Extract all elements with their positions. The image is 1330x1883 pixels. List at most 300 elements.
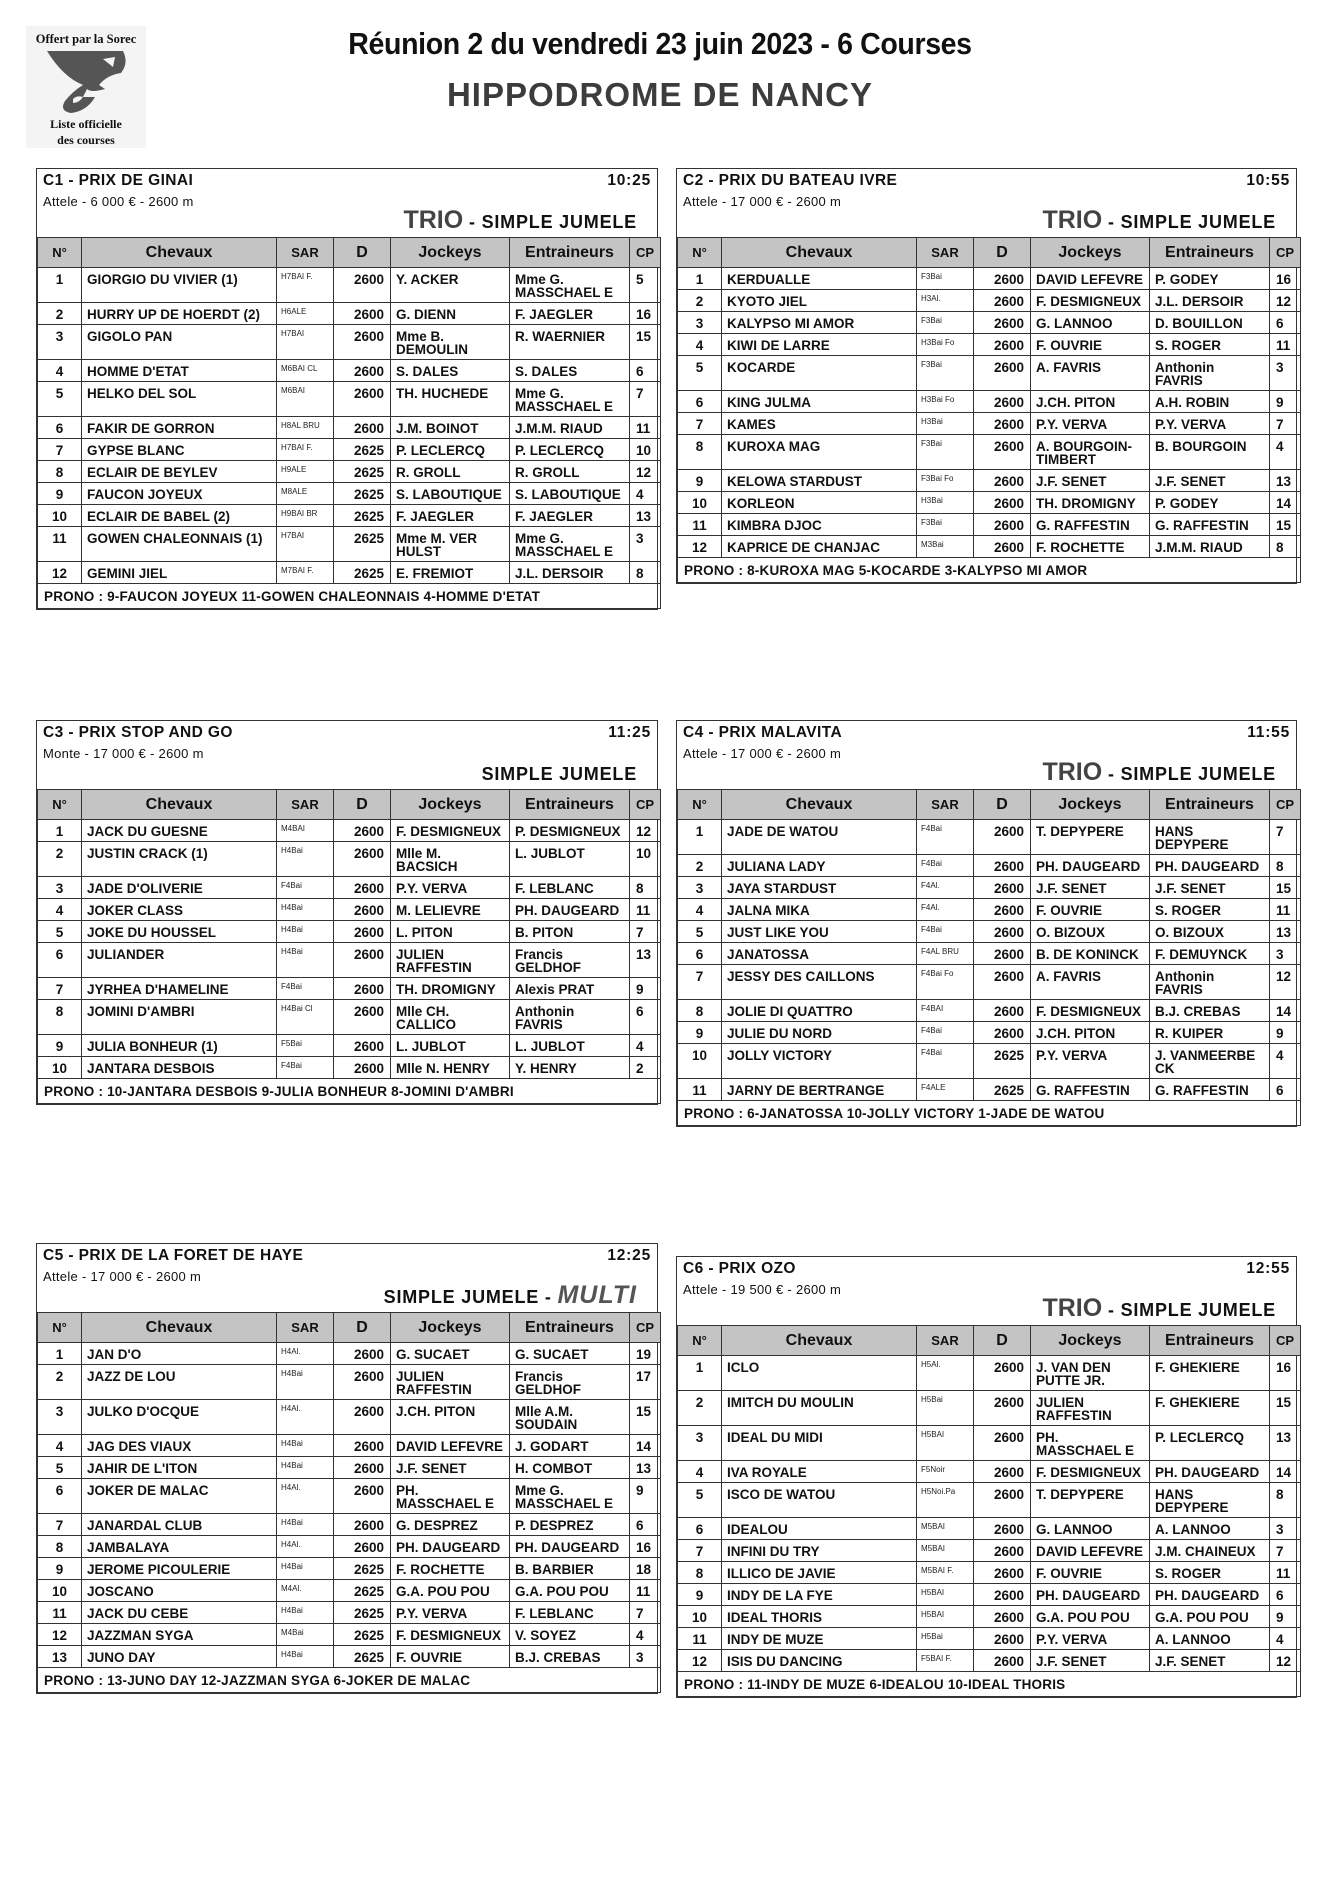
runner-horse: HURRY UP DE HOERDT (2) xyxy=(82,303,277,325)
runner-horse: KALYPSO MI AMOR xyxy=(722,312,917,334)
runner-sar: F3Bai xyxy=(917,435,974,470)
runner-number: 3 xyxy=(38,877,82,899)
race-card-c6 xyxy=(676,1256,1297,1698)
runner-sar: H4Bai xyxy=(277,842,334,877)
runner-horse: JALNA MIKA xyxy=(722,899,917,921)
runner-number: 11 xyxy=(678,1079,722,1101)
runner-distance: 2600 xyxy=(334,382,391,417)
runner-sar: H7BAI F. xyxy=(277,268,334,303)
runner-jockey: F. OUVRIE xyxy=(1031,1562,1150,1584)
runner-distance: 2600 xyxy=(334,325,391,360)
runner-jockey: L. PITON xyxy=(391,921,510,943)
race-card-c5 xyxy=(36,1243,658,1694)
runner-horse: HOMME D'ETAT xyxy=(82,360,277,382)
runner-number: 7 xyxy=(678,1540,722,1562)
runner-trainer: J.F. SENET xyxy=(1150,470,1270,492)
runner-sar: H4Bai xyxy=(277,1365,334,1400)
runner-trainer: B. PITON xyxy=(510,921,630,943)
table-row xyxy=(678,877,1301,899)
runner-distance: 2600 xyxy=(334,820,391,842)
runner-jockey: DAVID LEFEVRE xyxy=(391,1435,510,1457)
runner-trainer: J.L. DERSOIR xyxy=(1150,290,1270,312)
runner-distance: 2600 xyxy=(334,1479,391,1514)
runner-cp: 4 xyxy=(630,1624,661,1646)
runner-number: 9 xyxy=(38,483,82,505)
runner-trainer: B. BARBIER xyxy=(510,1558,630,1580)
runner-jockey: A. FAVRIS xyxy=(1031,356,1150,391)
runner-sar: H3Bai xyxy=(917,413,974,435)
runner-cp: 6 xyxy=(630,360,661,382)
race-header xyxy=(37,169,657,237)
runners-body xyxy=(678,1356,1301,1672)
race-bet-types xyxy=(1042,206,1276,235)
race-name: C1 - PRIX DE GINAI xyxy=(43,172,194,189)
runner-sar: H4Bai xyxy=(277,921,334,943)
table-row xyxy=(678,1426,1301,1461)
runner-number: 5 xyxy=(678,1483,722,1518)
runner-horse: JULIANA LADY xyxy=(722,855,917,877)
runner-horse: JAZZMAN SYGA xyxy=(82,1624,277,1646)
runner-sar: H9BAI BR xyxy=(277,505,334,527)
runner-horse: JAHIR DE L'ITON xyxy=(82,1457,277,1479)
runner-trainer: F. LEBLANC xyxy=(510,877,630,899)
horse-head-logo-icon xyxy=(43,49,129,115)
runner-jockey: Mme B. DEMOULIN xyxy=(391,325,510,360)
runner-distance: 2600 xyxy=(974,855,1031,877)
runner-jockey: J.CH. PITON xyxy=(1031,391,1150,413)
prono: PRONO : 13-JUNO DAY 12-JAZZMAN SYGA 6-JOKER DE MALAC xyxy=(38,1668,661,1693)
runner-trainer: S. DALES xyxy=(510,360,630,382)
runner-distance: 2625 xyxy=(974,1079,1031,1101)
runners-table xyxy=(677,789,1301,1126)
race-conditions: Attele - 17 000 € - 2600 m xyxy=(43,1269,202,1284)
runner-jockey: J.F. SENET xyxy=(391,1457,510,1479)
runner-number: 3 xyxy=(678,1426,722,1461)
runner-horse: GIGOLO PAN xyxy=(82,325,277,360)
table-row xyxy=(38,899,661,921)
runner-jockey: Mlle M. BACSICH xyxy=(391,842,510,877)
runners-body xyxy=(38,1343,661,1668)
runner-jockey: P.Y. VERVA xyxy=(1031,1628,1150,1650)
prono: PRONO : 9-FAUCON JOYEUX 11-GOWEN CHALEONNAIS 4-HOMME D'ETAT xyxy=(38,584,661,609)
runner-horse: JARNY DE BERTRANGE xyxy=(722,1079,917,1101)
runner-jockey: J.M. BOINOT xyxy=(391,417,510,439)
runner-trainer: A. LANNOO xyxy=(1150,1628,1270,1650)
runner-jockey: L. JUBLOT xyxy=(391,1035,510,1057)
table-row xyxy=(38,303,661,325)
col-header-num: N° xyxy=(678,1326,722,1356)
runner-number: 6 xyxy=(678,1518,722,1540)
runner-distance: 2600 xyxy=(334,1514,391,1536)
col-header-dist: D xyxy=(334,238,391,268)
runner-trainer: D. BOUILLON xyxy=(1150,312,1270,334)
runner-number: 8 xyxy=(38,1000,82,1035)
runner-distance: 2600 xyxy=(334,899,391,921)
runner-number: 3 xyxy=(678,312,722,334)
runner-distance: 2625 xyxy=(334,1602,391,1624)
meeting-title: Réunion 2 du vendredi 23 juin 2023 - 6 Courses xyxy=(348,26,972,61)
col-header-trainer: Entraineurs xyxy=(1150,238,1270,268)
table-row xyxy=(678,1606,1301,1628)
runner-number: 8 xyxy=(38,461,82,483)
runner-distance: 2600 xyxy=(974,965,1031,1000)
runner-trainer: G. SUCAET xyxy=(510,1343,630,1365)
runner-sar: H4Bai xyxy=(277,1646,334,1668)
runner-number: 2 xyxy=(38,842,82,877)
runner-number: 10 xyxy=(38,1057,82,1079)
table-row xyxy=(38,1536,661,1558)
runner-number: 4 xyxy=(678,1461,722,1483)
runner-cp: 3 xyxy=(1270,943,1301,965)
runner-sar: M3Bai xyxy=(917,536,974,558)
table-header-row xyxy=(38,790,661,820)
col-header-cp: CP xyxy=(630,238,661,268)
col-header-dist: D xyxy=(974,790,1031,820)
runner-number: 11 xyxy=(38,527,82,562)
runner-sar: H6ALE xyxy=(277,303,334,325)
runners-table xyxy=(677,237,1301,583)
runner-number: 8 xyxy=(678,1000,722,1022)
race-name: C2 - PRIX DU BATEAU IVRE xyxy=(683,172,898,189)
runner-distance: 2625 xyxy=(334,1646,391,1668)
bet-simple-jumele: - SIMPLE JUMELE xyxy=(1102,764,1276,784)
runner-distance: 2600 xyxy=(334,360,391,382)
runner-horse: JULIA BONHEUR (1) xyxy=(82,1035,277,1057)
runner-jockey: PH. DAUGEARD xyxy=(1031,855,1150,877)
runner-distance: 2600 xyxy=(974,1540,1031,1562)
runner-distance: 2625 xyxy=(334,439,391,461)
runner-number: 7 xyxy=(38,1514,82,1536)
runner-horse: JULIE DU NORD xyxy=(722,1022,917,1044)
runner-trainer: P. GODEY xyxy=(1150,268,1270,290)
runner-cp: 4 xyxy=(630,1035,661,1057)
runner-trainer: Anthonin FAVRIS xyxy=(1150,356,1270,391)
col-header-sar: SAR xyxy=(277,790,334,820)
runner-jockey: Mme M. VER HULST xyxy=(391,527,510,562)
race-time: 10:25 xyxy=(607,172,651,189)
runner-cp: 11 xyxy=(1270,899,1301,921)
runner-distance: 2600 xyxy=(974,312,1031,334)
table-row xyxy=(38,1057,661,1079)
runner-trainer: V. SOYEZ xyxy=(510,1624,630,1646)
runner-jockey: F. DESMIGNEUX xyxy=(391,1624,510,1646)
runner-jockey: A. BOURGOIN-TIMBERT xyxy=(1031,435,1150,470)
runner-sar: H4Bai xyxy=(277,1602,334,1624)
runner-horse: JAG DES VIAUX xyxy=(82,1435,277,1457)
col-header-cp: CP xyxy=(630,790,661,820)
runner-number: 4 xyxy=(678,899,722,921)
table-row xyxy=(38,943,661,978)
runner-horse: KORLEON xyxy=(722,492,917,514)
runner-number: 5 xyxy=(38,921,82,943)
race-conditions: Monte - 17 000 € - 2600 m xyxy=(43,746,204,761)
runner-cp: 13 xyxy=(630,505,661,527)
runner-horse: ILLICO DE JAVIE xyxy=(722,1562,917,1584)
race-header xyxy=(677,721,1296,789)
runner-distance: 2600 xyxy=(974,1000,1031,1022)
runner-horse: FAKIR DE GORRON xyxy=(82,417,277,439)
runner-trainer: B.J. CREBAS xyxy=(1150,1000,1270,1022)
runner-jockey: J. VAN DEN PUTTE JR. xyxy=(1031,1356,1150,1391)
runner-horse: JOKER DE MALAC xyxy=(82,1479,277,1514)
col-header-jockey: Jockeys xyxy=(1031,790,1150,820)
runner-number: 4 xyxy=(38,899,82,921)
runner-horse: GYPSE BLANC xyxy=(82,439,277,461)
col-header-sar: SAR xyxy=(917,238,974,268)
runner-jockey: TH. DROMIGNY xyxy=(1031,492,1150,514)
runner-horse: JULKO D'OCQUE xyxy=(82,1400,277,1435)
runner-distance: 2625 xyxy=(334,505,391,527)
runner-cp: 16 xyxy=(1270,1356,1301,1391)
runner-cp: 19 xyxy=(630,1343,661,1365)
runner-jockey: G. DIENN xyxy=(391,303,510,325)
runner-distance: 2600 xyxy=(334,1536,391,1558)
runner-horse: KELOWA STARDUST xyxy=(722,470,917,492)
runner-jockey: PH. DAUGEARD xyxy=(391,1536,510,1558)
table-row xyxy=(38,360,661,382)
runner-horse: KERDUALLE xyxy=(722,268,917,290)
table-row xyxy=(38,562,661,584)
runner-trainer: A. LANNOO xyxy=(1150,1518,1270,1540)
runner-cp: 18 xyxy=(630,1558,661,1580)
table-row xyxy=(38,1558,661,1580)
runner-cp: 13 xyxy=(630,1457,661,1479)
runner-trainer: O. BIZOUX xyxy=(1150,921,1270,943)
runners-body xyxy=(678,268,1301,558)
runner-jockey: JULIEN RAFFESTIN xyxy=(1031,1391,1150,1426)
runner-jockey: P.Y. VERVA xyxy=(1031,413,1150,435)
venue-title: HIPPODROME DE NANCY xyxy=(446,76,874,113)
col-header-sar: SAR xyxy=(277,238,334,268)
runner-sar: H4Al. xyxy=(277,1343,334,1365)
runner-distance: 2625 xyxy=(334,1580,391,1602)
table-row xyxy=(38,978,661,1000)
runner-number: 4 xyxy=(38,360,82,382)
table-row xyxy=(678,1022,1301,1044)
runner-trainer: HANS DEPYPERE xyxy=(1150,820,1270,855)
table-header-row xyxy=(678,790,1301,820)
table-row xyxy=(38,842,661,877)
table-row xyxy=(678,943,1301,965)
runner-distance: 2600 xyxy=(334,1457,391,1479)
runner-sar: H5Bai xyxy=(917,1391,974,1426)
runner-cp: 9 xyxy=(1270,391,1301,413)
runner-sar: H5Bai xyxy=(917,1628,974,1650)
runner-cp: 9 xyxy=(1270,1606,1301,1628)
runner-trainer: Alexis PRAT xyxy=(510,978,630,1000)
runner-distance: 2600 xyxy=(974,877,1031,899)
runner-number: 1 xyxy=(678,268,722,290)
runner-trainer: PH. DAUGEARD xyxy=(510,899,630,921)
runner-cp: 16 xyxy=(630,303,661,325)
runner-number: 6 xyxy=(38,943,82,978)
runner-trainer: S. LABOUTIQUE xyxy=(510,483,630,505)
runner-horse: GOWEN CHALEONNAIS (1) xyxy=(82,527,277,562)
runner-cp: 7 xyxy=(630,1602,661,1624)
table-row xyxy=(38,1514,661,1536)
logo-top-text: Offert par la Sorec xyxy=(35,32,137,46)
table-row xyxy=(38,877,661,899)
runner-trainer: J.M.M. RIAUD xyxy=(510,417,630,439)
runner-sar: H3Al. xyxy=(917,290,974,312)
runner-distance: 2625 xyxy=(334,1558,391,1580)
runner-trainer: H. COMBOT xyxy=(510,1457,630,1479)
runner-sar: F4Bai xyxy=(917,921,974,943)
runner-sar: F4Al. xyxy=(917,899,974,921)
table-row xyxy=(38,325,661,360)
runner-jockey: A. FAVRIS xyxy=(1031,965,1150,1000)
runner-cp: 3 xyxy=(1270,1518,1301,1540)
col-header-trainer: Entraineurs xyxy=(510,238,630,268)
runner-cp: 12 xyxy=(1270,965,1301,1000)
runner-sar: F4Al. xyxy=(917,877,974,899)
table-row xyxy=(38,1035,661,1057)
runner-sar: M8ALE xyxy=(277,483,334,505)
runner-jockey: G.A. POU POU xyxy=(391,1580,510,1602)
runner-trainer: F. JAEGLER xyxy=(510,505,630,527)
runner-trainer: Mme G. MASSCHAEL E xyxy=(510,382,630,417)
runner-horse: JOLIE DI QUATTRO xyxy=(722,1000,917,1022)
runner-sar: M4BAI xyxy=(277,820,334,842)
table-row xyxy=(678,492,1301,514)
runner-distance: 2600 xyxy=(974,1518,1031,1540)
runner-sar: F5BAI F. xyxy=(917,1650,974,1672)
runner-cp: 7 xyxy=(1270,413,1301,435)
runner-number: 10 xyxy=(678,492,722,514)
runner-horse: JACK DU GUESNE xyxy=(82,820,277,842)
runner-cp: 12 xyxy=(630,820,661,842)
runner-sar: H4Bai xyxy=(277,1435,334,1457)
runner-jockey: M. LELIEVRE xyxy=(391,899,510,921)
table-header-row xyxy=(38,238,661,268)
col-header-cp: CP xyxy=(1270,790,1301,820)
race-time: 11:55 xyxy=(1247,724,1290,741)
runner-distance: 2600 xyxy=(974,943,1031,965)
runner-number: 7 xyxy=(38,978,82,1000)
runner-cp: 6 xyxy=(630,1000,661,1035)
table-row xyxy=(678,1584,1301,1606)
runner-jockey: R. GROLL xyxy=(391,461,510,483)
bet-trio: TRIO xyxy=(1042,206,1103,234)
table-row xyxy=(678,921,1301,943)
runner-sar: M4Al. xyxy=(277,1580,334,1602)
table-row xyxy=(38,1000,661,1035)
table-row xyxy=(678,1518,1301,1540)
race-conditions: Attele - 19 500 € - 2600 m xyxy=(683,1282,842,1297)
runner-sar: F4Bai xyxy=(277,978,334,1000)
runner-distance: 2600 xyxy=(974,1562,1031,1584)
table-row xyxy=(678,334,1301,356)
runner-horse: FAUCON JOYEUX xyxy=(82,483,277,505)
runner-cp: 9 xyxy=(630,1479,661,1514)
table-row xyxy=(678,1461,1301,1483)
runner-cp: 6 xyxy=(1270,1079,1301,1101)
race-conditions: Attele - 17 000 € - 2600 m xyxy=(683,746,842,761)
table-row xyxy=(38,527,661,562)
table-header-row xyxy=(38,1313,661,1343)
runner-number: 5 xyxy=(38,1457,82,1479)
race-name: C4 - PRIX MALAVITA xyxy=(683,724,843,741)
runner-distance: 2625 xyxy=(334,562,391,584)
runner-jockey: Mlle N. HENRY xyxy=(391,1057,510,1079)
runner-distance: 2600 xyxy=(974,1483,1031,1518)
runner-distance: 2600 xyxy=(974,470,1031,492)
runner-cp: 12 xyxy=(1270,1650,1301,1672)
runner-horse: ISIS DU DANCING xyxy=(722,1650,917,1672)
runner-number: 4 xyxy=(38,1435,82,1457)
runner-sar: M4Bai xyxy=(277,1624,334,1646)
runner-cp: 3 xyxy=(1270,356,1301,391)
runner-number: 12 xyxy=(38,562,82,584)
runner-trainer: P. GODEY xyxy=(1150,492,1270,514)
col-header-sar: SAR xyxy=(277,1313,334,1343)
table-row xyxy=(38,461,661,483)
col-header-num: N° xyxy=(38,1313,82,1343)
runner-sar: H4Bai Cl xyxy=(277,1000,334,1035)
runner-trainer: PH. DAUGEARD xyxy=(1150,855,1270,877)
runner-distance: 2600 xyxy=(974,1628,1031,1650)
runner-trainer: Mme G. MASSCHAEL E xyxy=(510,527,630,562)
runner-sar: H5BAI xyxy=(917,1606,974,1628)
table-row xyxy=(678,514,1301,536)
runner-sar: M5BAI xyxy=(917,1540,974,1562)
table-row xyxy=(678,899,1301,921)
runner-distance: 2600 xyxy=(334,978,391,1000)
runner-cp: 15 xyxy=(1270,877,1301,899)
runner-horse: ECLAIR DE BABEL (2) xyxy=(82,505,277,527)
runner-cp: 8 xyxy=(1270,1483,1301,1518)
runner-horse: IDEAL DU MIDI xyxy=(722,1426,917,1461)
runner-distance: 2600 xyxy=(974,899,1031,921)
table-row xyxy=(38,921,661,943)
runner-horse: GIORGIO DU VIVIER (1) xyxy=(82,268,277,303)
runner-trainer: J.M.M. RIAUD xyxy=(1150,536,1270,558)
runner-jockey: O. BIZOUX xyxy=(1031,921,1150,943)
runner-horse: JOLLY VICTORY xyxy=(722,1044,917,1079)
runner-trainer: Francis GELDHOF xyxy=(510,1365,630,1400)
runner-sar: H4Al. xyxy=(277,1400,334,1435)
runner-cp: 15 xyxy=(1270,1391,1301,1426)
race-name: C3 - PRIX STOP AND GO xyxy=(43,724,233,741)
runner-cp: 11 xyxy=(1270,334,1301,356)
runner-sar: F4Bai xyxy=(917,1022,974,1044)
runner-jockey: F. DESMIGNEUX xyxy=(391,820,510,842)
runner-number: 10 xyxy=(38,505,82,527)
runner-trainer: J. VANMEERBE CK xyxy=(1150,1044,1270,1079)
runner-horse: JESSY DES CAILLONS xyxy=(722,965,917,1000)
runner-number: 6 xyxy=(38,417,82,439)
runner-cp: 11 xyxy=(630,899,661,921)
runner-trainer: J.F. SENET xyxy=(1150,1650,1270,1672)
runner-number: 8 xyxy=(38,1536,82,1558)
runner-sar: H3Bai Fo xyxy=(917,391,974,413)
runner-horse: JAMBALAYA xyxy=(82,1536,277,1558)
race-header xyxy=(37,721,657,789)
table-row xyxy=(678,470,1301,492)
runners-table xyxy=(37,237,661,609)
runner-jockey: P. LECLERCQ xyxy=(391,439,510,461)
table-row xyxy=(38,1624,661,1646)
runner-trainer: F. DEMUYNCK xyxy=(1150,943,1270,965)
runner-jockey: G. LANNOO xyxy=(1031,312,1150,334)
runner-cp: 6 xyxy=(1270,312,1301,334)
runner-cp: 4 xyxy=(1270,1044,1301,1079)
runner-number: 3 xyxy=(38,1400,82,1435)
table-row xyxy=(678,1483,1301,1518)
table-row xyxy=(678,268,1301,290)
runner-sar: F3Bai Fo xyxy=(917,470,974,492)
runner-horse: JOKE DU HOUSSEL xyxy=(82,921,277,943)
